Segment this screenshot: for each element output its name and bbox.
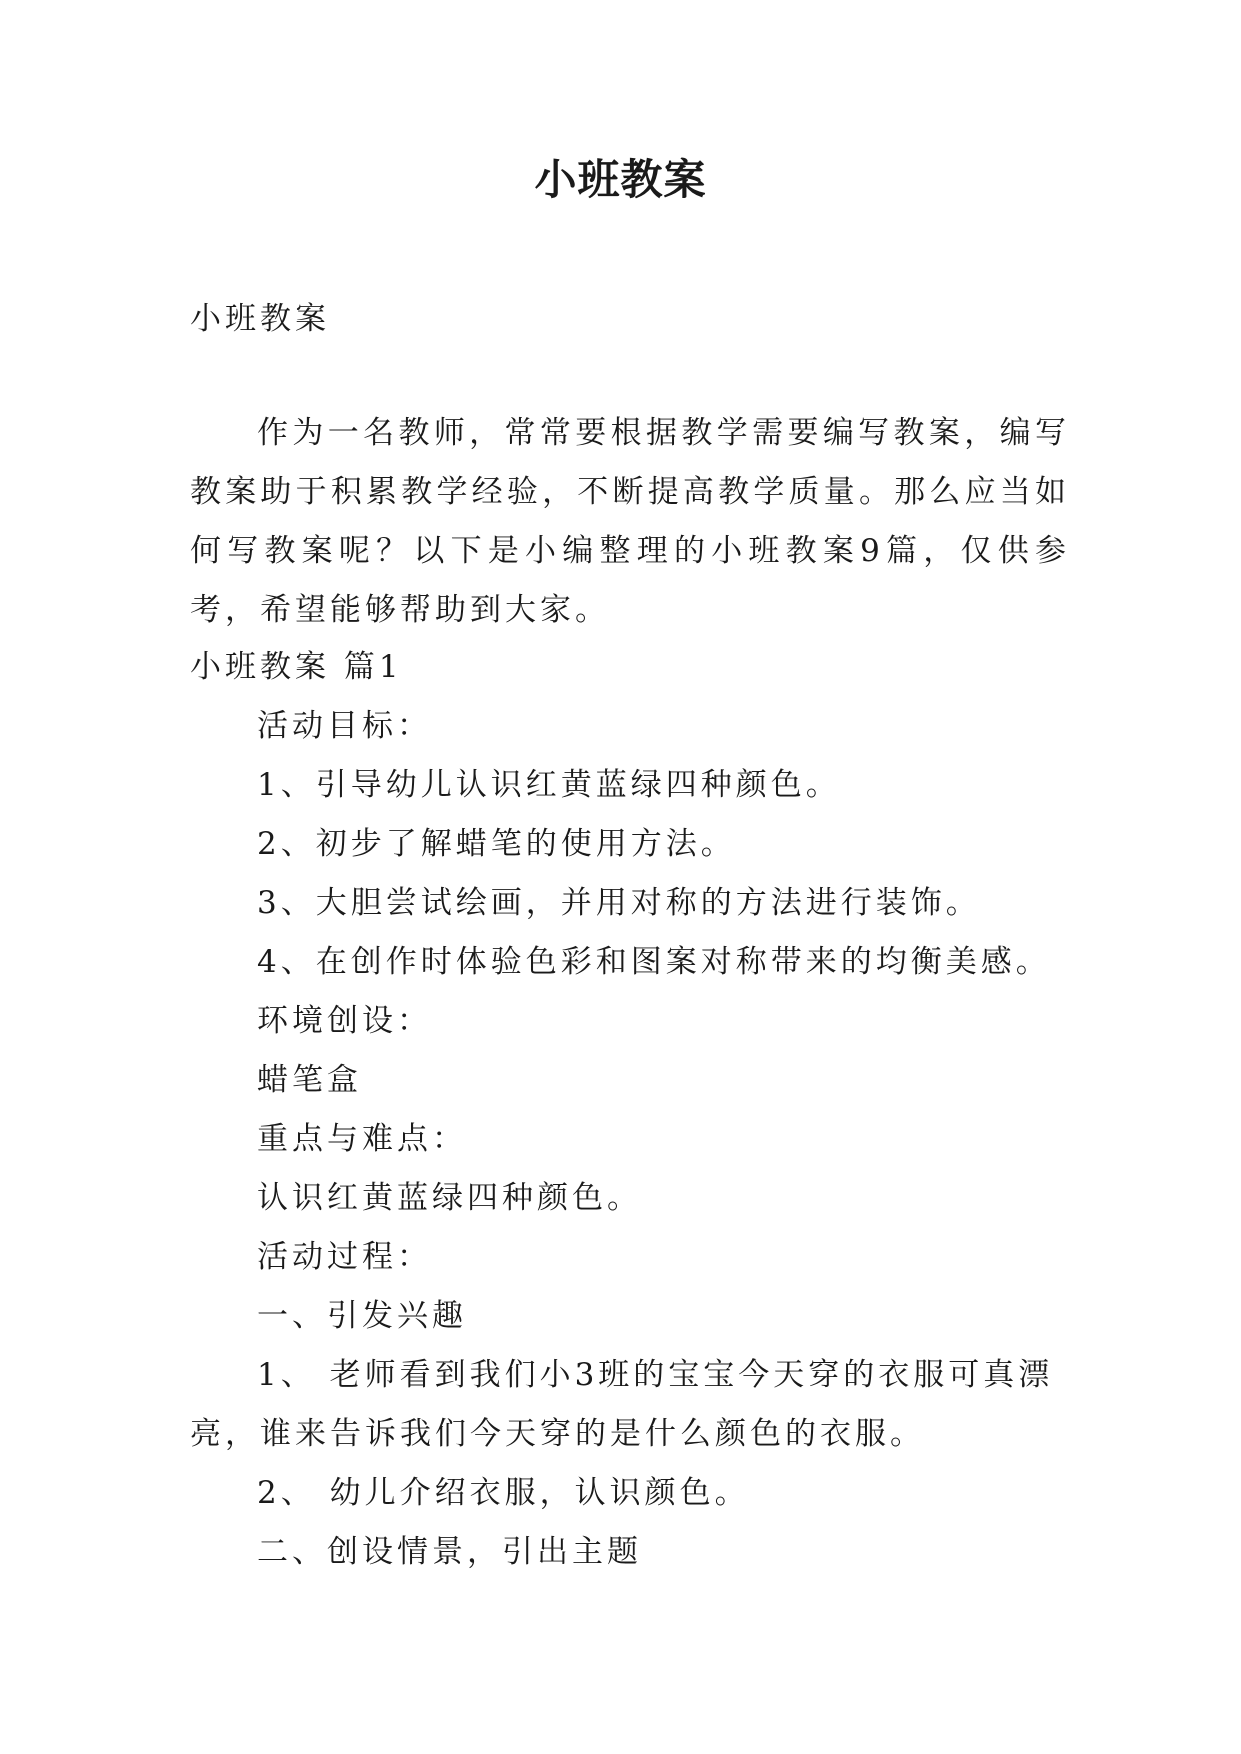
step-item: 1、 老师看到我们小3班的宝宝今天穿的衣服可真漂亮，谁来告诉我们今天穿的是什么颜色的衣服。 — [190, 1357, 1054, 1452]
intro-paragraph: 作为一名教师，常常要根据教学需要编写教案，编写教案助于积累教学经验，不断提高教学质量。那么应当如何写教案呢？以下是小编整理的小班教案9篇，仅供参考，希望能够帮助到大家。 — [190, 415, 1070, 628]
step-heading: 二、创设情景，引出主题 — [257, 1534, 642, 1570]
focus-label: 重点与难点： — [257, 1121, 467, 1157]
step-heading: 一、引发兴趣 — [257, 1298, 467, 1334]
environment-label: 环境创设： — [257, 1003, 432, 1039]
document-label: 小班教案 — [190, 301, 330, 337]
section-heading: 小班教案 篇1 — [190, 649, 403, 685]
goal-item: 4、在创作时体验色彩和图案对称带来的均衡美感。 — [257, 944, 1051, 980]
step-item: 2、 幼儿介绍衣服，认识颜色。 — [257, 1475, 750, 1511]
goal-item: 3、大胆尝试绘画，并用对称的方法进行装饰。 — [257, 885, 981, 921]
goal-item: 1、引导幼儿认识红黄蓝绿四种颜色。 — [257, 767, 841, 803]
activity-goals-label: 活动目标： — [257, 708, 432, 744]
lesson-content — [190, 638, 1070, 1582]
focus-value: 认识红黄蓝绿四种颜色。 — [257, 1180, 642, 1216]
process-label: 活动过程： — [257, 1239, 432, 1275]
goal-item: 2、初步了解蜡笔的使用方法。 — [257, 826, 736, 862]
document-title: 小班教案 — [534, 155, 707, 204]
environment-value: 蜡笔盒 — [257, 1062, 362, 1098]
